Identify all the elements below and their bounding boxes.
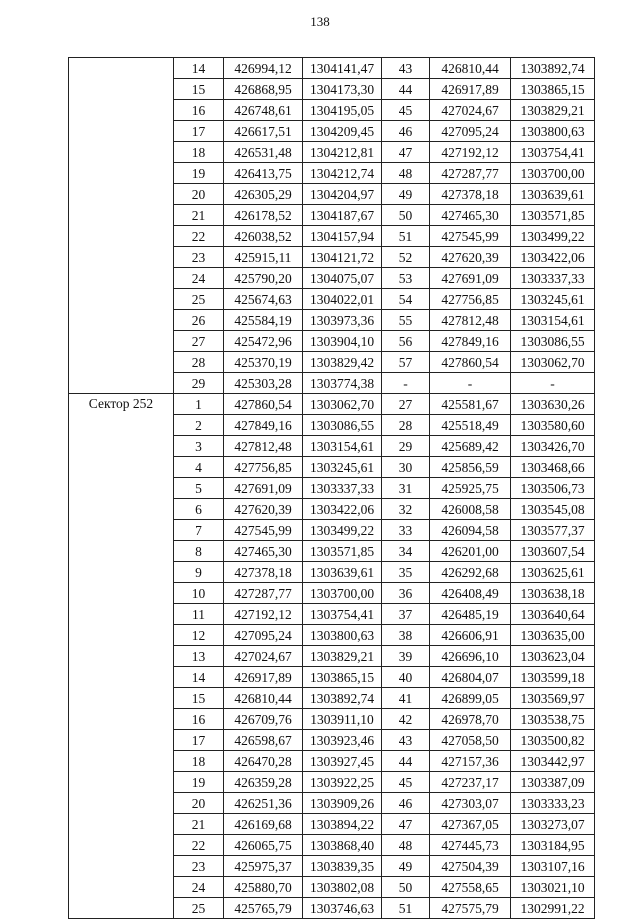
point-number-cell: 5 [174, 478, 224, 499]
coordinate-cell: 427367,05 [430, 814, 511, 835]
sector-label: Сектор 252 [69, 394, 174, 919]
coordinate-cell: 427849,16 [224, 415, 303, 436]
coordinate-cell: 1303774,38 [303, 373, 382, 394]
coordinate-cell: 426470,28 [224, 751, 303, 772]
coordinate-cell: 427620,39 [430, 247, 511, 268]
point-number-cell: 54 [382, 289, 430, 310]
coordinate-cell: 1304075,07 [303, 268, 382, 289]
coordinate-cell: 1303245,61 [511, 289, 595, 310]
point-number-cell: 34 [382, 541, 430, 562]
coordinate-cell: 1303635,00 [511, 625, 595, 646]
point-number-cell: 20 [174, 793, 224, 814]
coordinate-cell: 1302991,22 [511, 898, 595, 919]
coordinate-cell: 1303422,06 [511, 247, 595, 268]
coordinate-cell: 1304022,01 [303, 289, 382, 310]
point-number-cell: 21 [174, 814, 224, 835]
coordinate-cell: 1304195,05 [303, 100, 382, 121]
coordinate-cell: 425674,63 [224, 289, 303, 310]
coordinate-cell: 427465,30 [430, 205, 511, 226]
point-number-cell: 28 [382, 415, 430, 436]
coordinate-cell: 425925,75 [430, 478, 511, 499]
coordinate-cell: 1303569,97 [511, 688, 595, 709]
point-number-cell: 9 [174, 562, 224, 583]
point-number-cell: 52 [382, 247, 430, 268]
coordinate-cell: 425518,49 [430, 415, 511, 436]
point-number-cell: 27 [382, 394, 430, 415]
point-number-cell: 15 [174, 688, 224, 709]
coordinate-cell: 426899,05 [430, 688, 511, 709]
point-number-cell: 45 [382, 772, 430, 793]
coordinate-cell: 1303333,23 [511, 793, 595, 814]
coordinate-cell: 1303639,61 [303, 562, 382, 583]
coordinate-cell: 1303700,00 [303, 583, 382, 604]
point-number-cell: 22 [174, 835, 224, 856]
coordinate-cell: 426617,51 [224, 121, 303, 142]
coordinate-cell: 425472,96 [224, 331, 303, 352]
coordinate-cell: 426413,75 [224, 163, 303, 184]
coordinate-cell: 425581,67 [430, 394, 511, 415]
coordinate-cell: 1303337,33 [511, 268, 595, 289]
point-number-cell: 28 [174, 352, 224, 373]
coordinate-cell: 426868,95 [224, 79, 303, 100]
coordinate-cell: 426810,44 [430, 58, 511, 79]
point-number-cell: 48 [382, 163, 430, 184]
coordinate-cell: 427445,73 [430, 835, 511, 856]
point-number-cell: 27 [174, 331, 224, 352]
point-number-cell: 4 [174, 457, 224, 478]
coordinate-cell: 427192,12 [430, 142, 511, 163]
point-number-cell: 11 [174, 604, 224, 625]
coordinate-cell: 1304212,74 [303, 163, 382, 184]
point-number-cell: 6 [174, 499, 224, 520]
coordinate-cell: 1303062,70 [511, 352, 595, 373]
coordinate-cell: 425975,37 [224, 856, 303, 877]
coordinate-cell: 427378,18 [224, 562, 303, 583]
coordinate-cell: 427575,79 [430, 898, 511, 919]
point-number-cell: 49 [382, 856, 430, 877]
coordinate-cell: 426748,61 [224, 100, 303, 121]
coordinate-cell: 1303571,85 [303, 541, 382, 562]
point-number-cell: 56 [382, 331, 430, 352]
coordinate-cell: 425790,20 [224, 268, 303, 289]
coordinate-cell: 427287,77 [224, 583, 303, 604]
coordinate-cell: 426094,58 [430, 520, 511, 541]
point-number-cell: 17 [174, 730, 224, 751]
coordinate-cell: 427095,24 [430, 121, 511, 142]
point-number-cell: 47 [382, 142, 430, 163]
point-number-cell: 30 [382, 457, 430, 478]
coordinate-cell: 426305,29 [224, 184, 303, 205]
point-number-cell: 3 [174, 436, 224, 457]
point-number-cell: 36 [382, 583, 430, 604]
coordinate-cell: 426917,89 [430, 79, 511, 100]
coordinate-cell: 1303640,64 [511, 604, 595, 625]
point-number-cell: 8 [174, 541, 224, 562]
coordinate-cell: 426008,58 [430, 499, 511, 520]
coordinate-cell: 1303577,37 [511, 520, 595, 541]
coordinate-cell: 1303426,70 [511, 436, 595, 457]
coordinate-cell: 427756,85 [224, 457, 303, 478]
coordinate-cell: 1303868,40 [303, 835, 382, 856]
point-number-cell: 24 [174, 268, 224, 289]
point-number-cell: 7 [174, 520, 224, 541]
point-number-cell: 26 [174, 310, 224, 331]
coordinate-cell: 425370,19 [224, 352, 303, 373]
coordinate-cell: 427812,48 [430, 310, 511, 331]
point-number-cell: 24 [174, 877, 224, 898]
coordinate-cell: 1303599,18 [511, 667, 595, 688]
point-number-cell: 23 [174, 856, 224, 877]
point-number-cell: 51 [382, 898, 430, 919]
coordinate-cell: 426065,75 [224, 835, 303, 856]
point-number-cell: 20 [174, 184, 224, 205]
point-number-cell: 29 [382, 436, 430, 457]
coordinate-cell: 425856,59 [430, 457, 511, 478]
coordinate-cell: 1303184,95 [511, 835, 595, 856]
coordinate-cell: 427860,54 [430, 352, 511, 373]
point-number-cell: 18 [174, 751, 224, 772]
coordinate-cell: 427024,67 [430, 100, 511, 121]
coordinate-cell: 427058,50 [430, 730, 511, 751]
coordinate-cell: 427545,99 [430, 226, 511, 247]
point-number-cell: 55 [382, 310, 430, 331]
point-number-cell: 57 [382, 352, 430, 373]
coordinate-cell: 1304187,67 [303, 205, 382, 226]
point-number-cell: 40 [382, 667, 430, 688]
coordinate-cell: 427812,48 [224, 436, 303, 457]
coordinate-cell: 1303387,09 [511, 772, 595, 793]
point-number-cell: 53 [382, 268, 430, 289]
coordinate-cell: 1303746,63 [303, 898, 382, 919]
point-number-cell: 39 [382, 646, 430, 667]
coordinates-table-body [69, 58, 595, 919]
coordinate-cell: 1303904,10 [303, 331, 382, 352]
coordinate-cell: 1304173,30 [303, 79, 382, 100]
coordinate-cell: 1303922,25 [303, 772, 382, 793]
table-row [69, 58, 595, 79]
point-number-cell: 33 [382, 520, 430, 541]
coordinate-cell: 1303623,04 [511, 646, 595, 667]
point-number-cell: 46 [382, 793, 430, 814]
coordinate-cell: 1303538,75 [511, 709, 595, 730]
coordinate-cell: 427095,24 [224, 625, 303, 646]
coordinate-cell: 1303607,54 [511, 541, 595, 562]
coordinate-cell: 426606,91 [430, 625, 511, 646]
coordinate-cell: 427849,16 [430, 331, 511, 352]
table-row [69, 394, 595, 415]
coordinate-cell: 427237,17 [430, 772, 511, 793]
point-number-cell: 47 [382, 814, 430, 835]
coordinate-cell: 426408,49 [430, 583, 511, 604]
coordinate-cell: 1303086,55 [511, 331, 595, 352]
coordinate-cell: 426038,52 [224, 226, 303, 247]
coordinate-cell: 427691,09 [430, 268, 511, 289]
point-number-cell: 50 [382, 205, 430, 226]
coordinate-cell: 1303839,35 [303, 856, 382, 877]
coordinate-cell: 1303927,45 [303, 751, 382, 772]
coordinate-cell: 427691,09 [224, 478, 303, 499]
coordinate-cell: 1303754,41 [303, 604, 382, 625]
point-number-cell: 22 [174, 226, 224, 247]
coordinate-cell: 426696,10 [430, 646, 511, 667]
coordinate-cell: 426994,12 [224, 58, 303, 79]
coordinate-cell: 1303506,73 [511, 478, 595, 499]
coordinate-cell: 1303973,36 [303, 310, 382, 331]
point-number-cell: 14 [174, 58, 224, 79]
point-number-cell: 19 [174, 772, 224, 793]
coordinate-cell: 1303829,42 [303, 352, 382, 373]
coordinate-cell: 427620,39 [224, 499, 303, 520]
coordinate-cell: 1303639,61 [511, 184, 595, 205]
coordinate-cell: 1303062,70 [303, 394, 382, 415]
point-number-cell: 41 [382, 688, 430, 709]
coordinate-cell: 1303571,85 [511, 205, 595, 226]
coordinate-cell: 1304212,81 [303, 142, 382, 163]
coordinate-cell: 426201,00 [430, 541, 511, 562]
coordinate-cell: 426978,70 [430, 709, 511, 730]
coordinate-cell: 427192,12 [224, 604, 303, 625]
coordinate-cell: 1303909,26 [303, 793, 382, 814]
coordinate-cell: 425689,42 [430, 436, 511, 457]
coordinate-cell: 1304204,97 [303, 184, 382, 205]
coordinate-cell: 1303021,10 [511, 877, 595, 898]
coordinate-cell: 427303,07 [430, 793, 511, 814]
point-number-cell: 29 [174, 373, 224, 394]
coordinate-cell: 1303154,61 [303, 436, 382, 457]
coordinate-cell: 1303802,08 [303, 877, 382, 898]
coordinate-cell: 1303245,61 [303, 457, 382, 478]
coordinate-cell: 1303829,21 [511, 100, 595, 121]
coordinate-cell: 1303625,61 [511, 562, 595, 583]
point-number-cell: 25 [174, 898, 224, 919]
coordinate-cell: 1303422,06 [303, 499, 382, 520]
point-number-cell: 31 [382, 478, 430, 499]
point-number-cell: 32 [382, 499, 430, 520]
coordinate-cell: 1303499,22 [511, 226, 595, 247]
coordinate-cell: 1304121,72 [303, 247, 382, 268]
point-number-cell: 44 [382, 79, 430, 100]
coordinate-cell: 1303273,07 [511, 814, 595, 835]
coordinate-cell: 1303638,18 [511, 583, 595, 604]
coordinate-cell: 426917,89 [224, 667, 303, 688]
coordinate-cell: 1303580,60 [511, 415, 595, 436]
point-number-cell: 14 [174, 667, 224, 688]
point-number-cell: 49 [382, 184, 430, 205]
coordinate-cell: 426359,28 [224, 772, 303, 793]
page-number: 138 [310, 14, 330, 29]
coordinate-cell: 426251,36 [224, 793, 303, 814]
point-number-cell: 51 [382, 226, 430, 247]
coordinate-cell: 1303468,66 [511, 457, 595, 478]
coordinate-cell: 1303545,08 [511, 499, 595, 520]
coordinate-cell: 1303700,00 [511, 163, 595, 184]
coordinate-cell: 426598,67 [224, 730, 303, 751]
coordinate-cell: 1303754,41 [511, 142, 595, 163]
coordinate-cell: 426531,48 [224, 142, 303, 163]
coordinate-cell: 427157,36 [430, 751, 511, 772]
point-number-cell: 10 [174, 583, 224, 604]
coordinate-cell: 1303500,82 [511, 730, 595, 751]
coordinate-cell: 1303894,22 [303, 814, 382, 835]
coordinates-table [68, 57, 595, 919]
sector-label [69, 58, 174, 394]
point-number-cell: 2 [174, 415, 224, 436]
point-number-cell: 43 [382, 58, 430, 79]
point-number-cell: 42 [382, 709, 430, 730]
coordinate-cell: 425584,19 [224, 310, 303, 331]
coordinate-cell: 426292,68 [430, 562, 511, 583]
coordinate-cell: 1303499,22 [303, 520, 382, 541]
point-number-cell: 50 [382, 877, 430, 898]
coordinate-cell: 427504,39 [430, 856, 511, 877]
coordinate-cell: 1304209,45 [303, 121, 382, 142]
point-number-cell: 25 [174, 289, 224, 310]
coordinate-cell: 427378,18 [430, 184, 511, 205]
coordinate-cell: 1303630,26 [511, 394, 595, 415]
coordinate-cell: 1303800,63 [303, 625, 382, 646]
coordinate-cell: 1303337,33 [303, 478, 382, 499]
coordinate-cell: 427756,85 [430, 289, 511, 310]
point-number-cell: 17 [174, 121, 224, 142]
point-number-cell: 12 [174, 625, 224, 646]
coordinate-cell: 1303800,63 [511, 121, 595, 142]
point-number-cell: 16 [174, 709, 224, 730]
point-number-cell: 15 [174, 79, 224, 100]
coordinate-cell: 426709,76 [224, 709, 303, 730]
point-number-cell: 23 [174, 247, 224, 268]
point-number-cell: 21 [174, 205, 224, 226]
point-number-cell: 35 [382, 562, 430, 583]
coordinate-cell: - [511, 373, 595, 394]
point-number-cell: 19 [174, 163, 224, 184]
coordinate-cell: 1303107,16 [511, 856, 595, 877]
coordinate-cell: 1303892,74 [303, 688, 382, 709]
point-number-cell: - [382, 373, 430, 394]
coordinate-cell: 1303865,15 [303, 667, 382, 688]
coordinate-cell: 1303829,21 [303, 646, 382, 667]
coordinate-cell: 427860,54 [224, 394, 303, 415]
coordinate-cell: 426485,19 [430, 604, 511, 625]
point-number-cell: 48 [382, 835, 430, 856]
coordinate-cell: 1303892,74 [511, 58, 595, 79]
coordinate-cell: 427287,77 [430, 163, 511, 184]
point-number-cell: 1 [174, 394, 224, 415]
coordinate-cell: 427558,65 [430, 877, 511, 898]
coordinate-cell: - [430, 373, 511, 394]
coordinate-cell: 425765,79 [224, 898, 303, 919]
coordinate-cell: 1304141,47 [303, 58, 382, 79]
coordinate-cell: 425303,28 [224, 373, 303, 394]
coordinate-cell: 1303154,61 [511, 310, 595, 331]
point-number-cell: 44 [382, 751, 430, 772]
coordinate-cell: 1303923,46 [303, 730, 382, 751]
coordinate-cell: 425880,70 [224, 877, 303, 898]
coordinate-cell: 426804,07 [430, 667, 511, 688]
coordinate-cell: 426810,44 [224, 688, 303, 709]
point-number-cell: 43 [382, 730, 430, 751]
coordinate-cell: 1304157,94 [303, 226, 382, 247]
coordinate-cell: 426169,68 [224, 814, 303, 835]
coordinate-cell: 427465,30 [224, 541, 303, 562]
point-number-cell: 45 [382, 100, 430, 121]
point-number-cell: 13 [174, 646, 224, 667]
coordinate-cell: 1303911,10 [303, 709, 382, 730]
coordinate-cell: 426178,52 [224, 205, 303, 226]
point-number-cell: 16 [174, 100, 224, 121]
point-number-cell: 18 [174, 142, 224, 163]
coordinate-cell: 427545,99 [224, 520, 303, 541]
coordinate-cell: 1303442,97 [511, 751, 595, 772]
coordinate-cell: 1303865,15 [511, 79, 595, 100]
point-number-cell: 37 [382, 604, 430, 625]
coordinate-cell: 425915,11 [224, 247, 303, 268]
point-number-cell: 46 [382, 121, 430, 142]
coordinate-cell: 1303086,55 [303, 415, 382, 436]
point-number-cell: 38 [382, 625, 430, 646]
coordinate-cell: 427024,67 [224, 646, 303, 667]
